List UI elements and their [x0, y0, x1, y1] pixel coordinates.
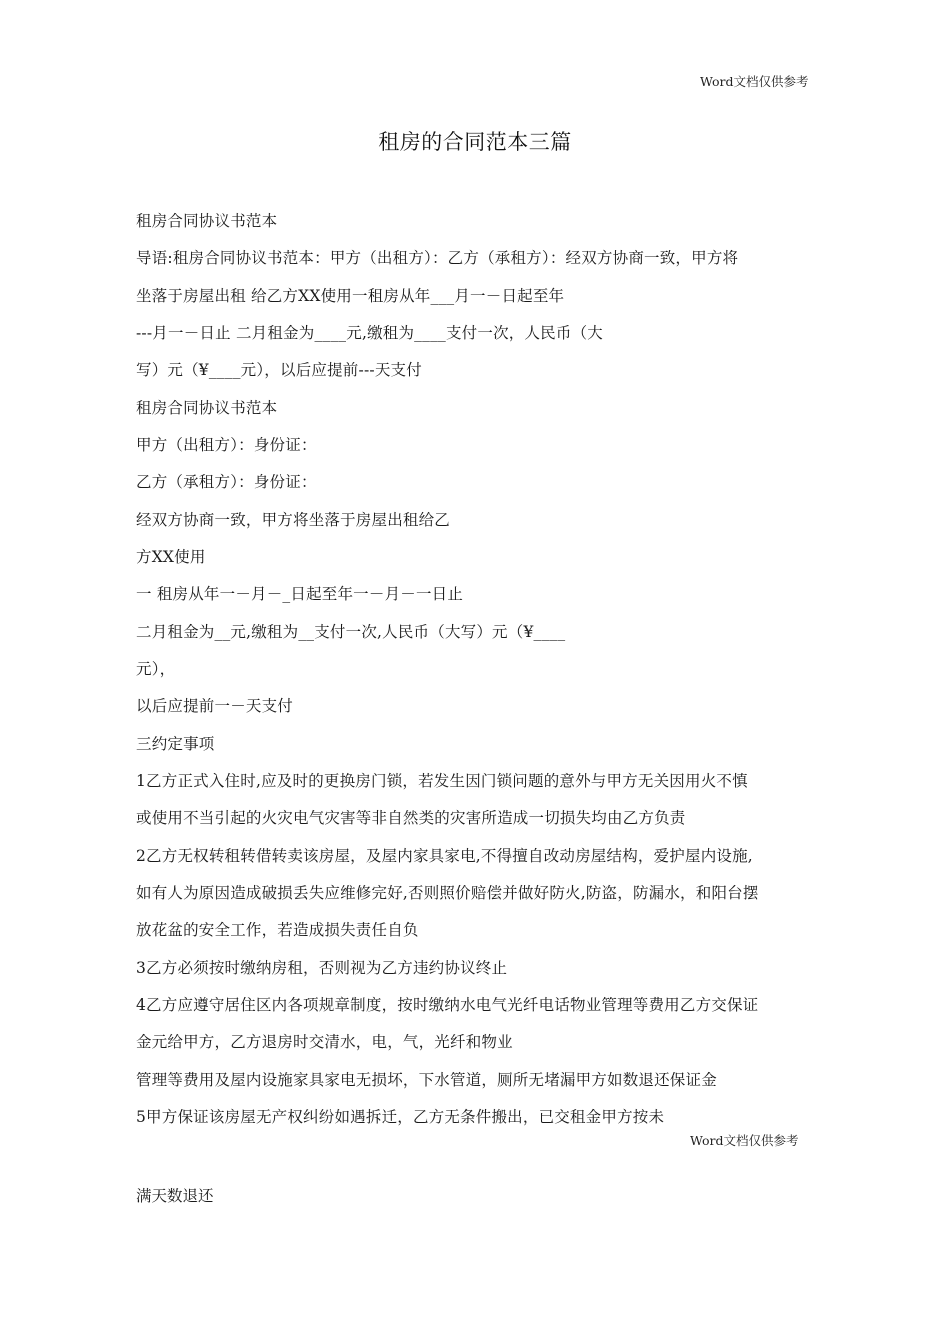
body-line: 方XX使用 [136, 548, 206, 566]
body-line: 管理等费用及屋内设施家具家电无损坏，下水管道，厕所无堵漏甲方如数退还保证金 [136, 1071, 717, 1089]
body-line: 或使用不当引起的火灾电气灾害等非自然类的灾害所造成一切损失均由乙方负责 [136, 809, 686, 827]
body-line: 4乙方应遵守居住区内各项规章制度，按时缴纳水电气光纤电话物业管理等费用乙方交保证 [136, 996, 759, 1014]
body-line: 金元给甲方，乙方退房时交清水，电，气，光纤和物业 [136, 1033, 513, 1051]
header-note: Word文档仅供参考 [700, 74, 809, 89]
body-line: 坐落于房屋出租 给乙方XX使用一租房从年___月一－日起至年 [136, 287, 565, 305]
body-line: 1乙方正式入住时,应及时的更换房门锁，若发生因门锁问题的意外与甲方无关因用火不慎 [136, 772, 748, 790]
body-line: 经双方协商一致，甲方将坐落于房屋出租给乙 [136, 511, 451, 529]
body-line: 如有人为原因造成破损丢失应维修完好,否则照价赔偿并做好防火,防盗，防漏水，和阳台摆 [136, 884, 759, 902]
body-line: 元）， [136, 660, 176, 678]
body-line: 2乙方无权转租转借转卖该房屋，及屋内家具家电,不得擅自改动房屋结构，爱护屋内设施, [136, 847, 753, 865]
body-line: 租房合同协议书范本 [136, 399, 278, 417]
continuation-line: 满天数退还 [136, 1187, 214, 1205]
body-line: 租房合同协议书范本 [136, 212, 278, 230]
document-title: 租房的合同范本三篇 [378, 130, 572, 154]
body-line: 甲方（出租方）：身份证： [136, 436, 317, 454]
body-line: 导语:租房合同协议书范本：甲方（出租方）：乙方（承租方）：经双方协商一致，甲方将 [136, 249, 739, 267]
body-line: 乙方（承租方）：身份证： [136, 473, 317, 491]
body-line: 5甲方保证该房屋无产权纠纷如遇拆迁，乙方无条件搬出，已交租金甲方按未 [136, 1108, 665, 1126]
body-line: 以后应提前一－天支付 [136, 697, 294, 715]
body-line: 3乙方必须按时缴纳房租，否则视为乙方违约协议终止 [136, 959, 508, 977]
body-line: 二月租金为__元,缴租为__支付一次,人民币（大写）元（¥____ [136, 623, 566, 641]
footer-note: Word文档仅供参考 [690, 1133, 799, 1148]
body-line: 写）元（¥____元），以后应提前---天支付 [136, 361, 422, 379]
body-line: 三约定事项 [136, 735, 215, 753]
body-line: 放花盆的安全工作，若造成损失责任自负 [136, 921, 419, 939]
body-line: 一 租房从年一－月－_日起至年一－月－一日止 [136, 585, 464, 603]
body-line: ---月一－日止 二月租金为____元,缴租为____支付一次，人民币（大 [136, 324, 603, 342]
